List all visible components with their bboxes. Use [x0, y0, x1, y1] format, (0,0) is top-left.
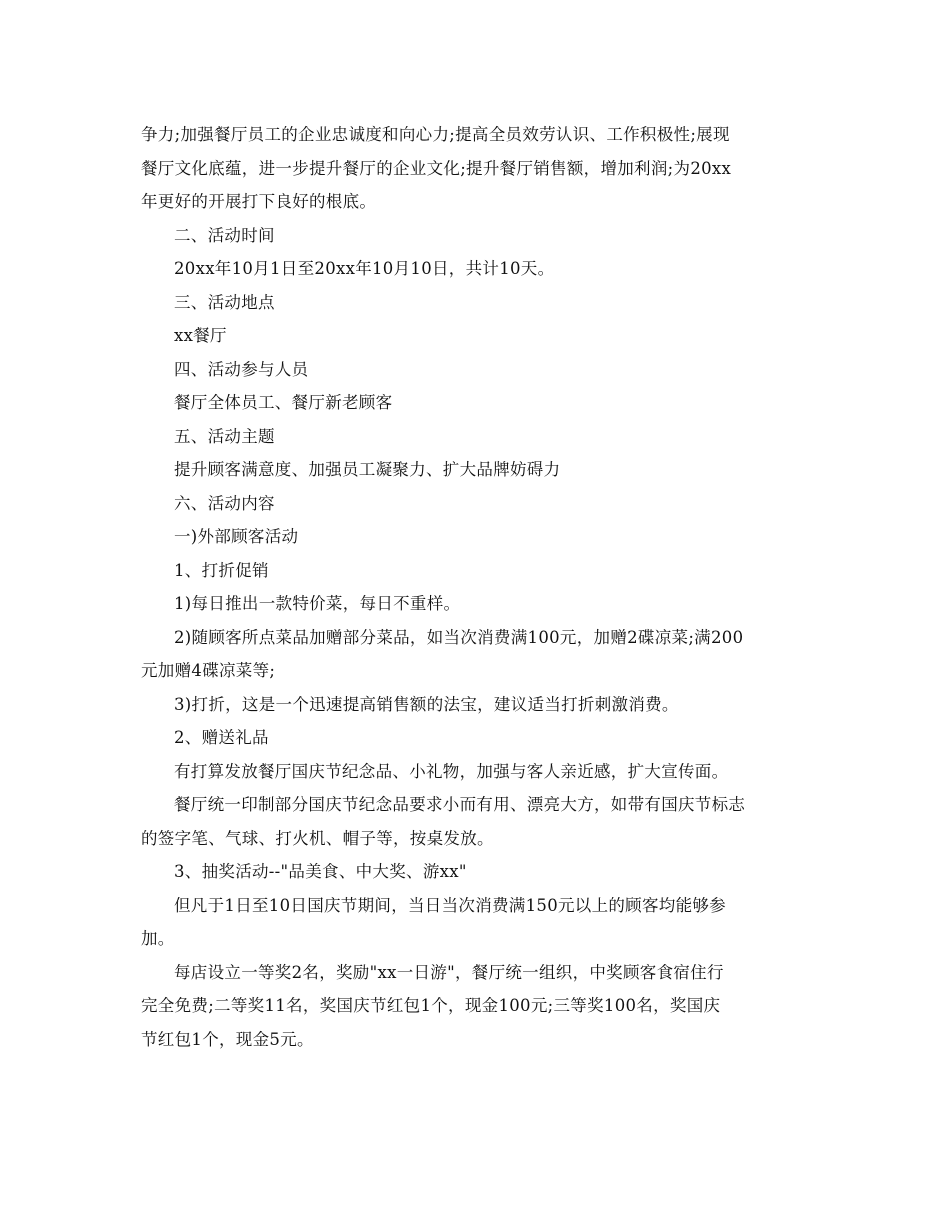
text-line: 加。 — [141, 929, 175, 948]
text-line: 3、抽奖活动--"品美食、中大奖、游xx" — [174, 862, 467, 881]
text-line: 每店设立一等奖2名，奖励"xx一日游"，餐厅统一组织，中奖顾客食宿住行 — [174, 962, 724, 982]
text-line: 一)外部顾客活动 — [174, 527, 299, 546]
paragraph — [141, 788, 813, 855]
text-line: 1)每日推出一款特价菜，每日不重样。 — [174, 594, 461, 613]
paragraph — [141, 453, 813, 487]
text-line: 1、打折促销 — [174, 560, 269, 580]
text-line: 年更好的开展打下良好的根底。 — [141, 192, 377, 211]
text-line: 二、活动时间 — [174, 225, 275, 245]
text-line: 节红包1个，现金5元。 — [141, 1029, 314, 1049]
paragraph — [141, 889, 813, 956]
text-line: 餐厅文化底蕴，进一步提升餐厅的企业文化;提升餐厅销售额，增加利润;为20xx — [141, 158, 732, 178]
paragraph — [141, 252, 813, 286]
paragraph — [141, 319, 813, 353]
paragraph — [141, 487, 813, 521]
text-line: 3)打折，这是一个迅速提高销售额的法宝，建议适当打折刺激消费。 — [174, 694, 679, 714]
paragraph — [141, 286, 813, 320]
paragraph — [141, 721, 813, 755]
text-line: 提升顾客满意度、加强员工凝聚力、扩大品牌妨碍力 — [174, 460, 561, 479]
text-line: 2)随顾客所点菜品加赠部分菜品，如当次消费满100元，加赠2碟凉菜;满200 — [174, 627, 744, 647]
paragraph — [141, 353, 813, 387]
text-line: 但凡于1日至10日国庆节期间，当日当次消费满150元以上的顾客均能够参 — [174, 895, 726, 915]
text-line: 2、赠送礼品 — [174, 728, 269, 747]
document-body — [141, 118, 813, 1056]
text-line: xx餐厅 — [174, 326, 227, 345]
paragraph — [141, 688, 813, 722]
text-line: 完全免费;二等奖11名，奖国庆节红包1个，现金100元;三等奖100名，奖国庆 — [141, 996, 721, 1015]
paragraph — [141, 219, 813, 253]
text-line: 三、活动地点 — [174, 292, 275, 312]
paragraph — [141, 118, 813, 219]
paragraph — [141, 587, 813, 621]
paragraph — [141, 420, 813, 454]
paragraph — [141, 554, 813, 588]
text-line: 的签字笔、气球、打火机、帽子等，按桌发放。 — [141, 828, 494, 848]
paragraph — [141, 621, 813, 688]
paragraph — [141, 755, 813, 789]
text-line: 餐厅全体员工、餐厅新老顾客 — [174, 393, 393, 412]
text-line: 争力;加强餐厅员工的企业忠诚度和向心力;提高全员效劳认识、工作积极性;展现 — [141, 125, 730, 144]
paragraph — [141, 520, 813, 554]
text-line: 20xx年10月1日至20xx年10月10日，共计10天。 — [174, 259, 555, 278]
text-line: 五、活动主题 — [174, 426, 275, 446]
text-line: 六、活动内容 — [174, 493, 275, 513]
text-line: 元加赠4碟凉菜等; — [141, 661, 276, 680]
paragraph — [141, 956, 813, 1057]
paragraph — [141, 855, 813, 889]
text-line: 四、活动参与人员 — [174, 359, 309, 379]
paragraph — [141, 386, 813, 420]
text-line: 餐厅统一印制部分国庆节纪念品要求小而有用、漂亮大方，如带有国庆节标志 — [174, 795, 746, 814]
text-line: 有打算发放餐厅国庆节纪念品、小礼物，加强与客人亲近感，扩大宣传面。 — [174, 761, 729, 781]
